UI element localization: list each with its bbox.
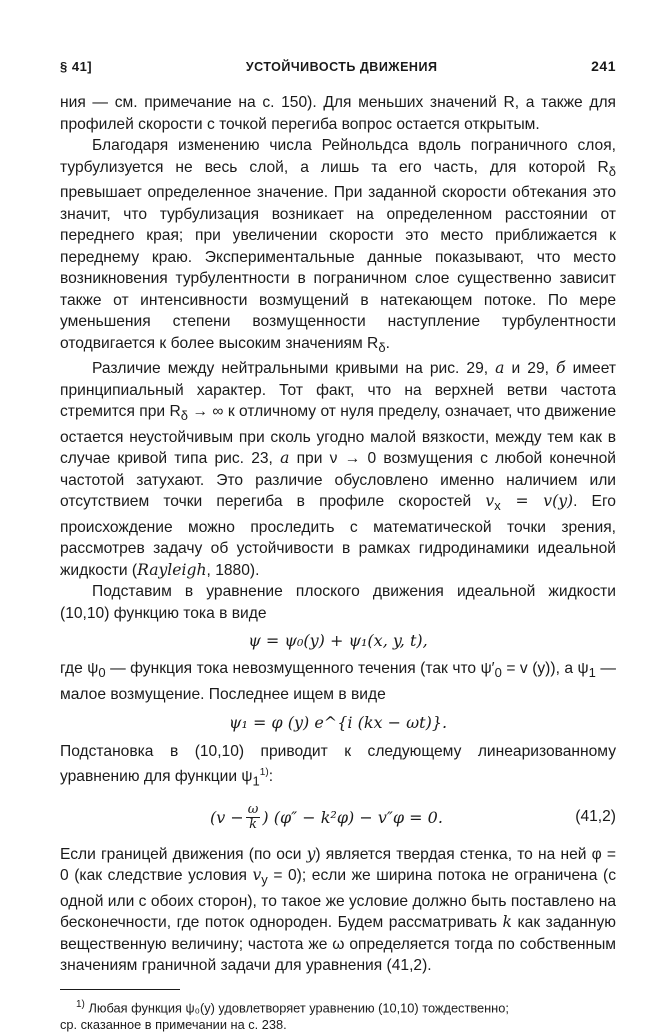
section-marker: § 41] [60, 59, 93, 74]
page-number: 241 [591, 58, 616, 74]
velocity-symbol: v [252, 866, 262, 885]
paragraph-4-text: Подставим в уравнение плоского движения идеальной жидкости (10,10) функцию тока в виде [60, 583, 616, 622]
running-title: УСТОЙЧИВОСТЬ ДВИЖЕНИЯ [245, 60, 438, 74]
footnote-text-2: ср. сказанное в примечании на с. 238. [60, 1017, 287, 1033]
formula-rayleigh-equation [60, 796, 616, 840]
equation-left: (v − [210, 808, 244, 828]
footnote-marker[interactable]: 1) [259, 767, 269, 779]
equation-number: (41,2) [575, 807, 616, 825]
body-text [60, 92, 616, 977]
paragraph-3-text-d: → ∞ к отличному от нуля пределу, означает, что движение остается неустойчивым при сколь угодно малой вязкости, между тем как в случае кривой типа рис. 23, [60, 403, 616, 468]
paragraph-5 [60, 658, 616, 705]
footnote-marker: 1) [76, 998, 85, 1010]
subscript-delta: δ [378, 339, 386, 355]
subscript-0: 0 [494, 665, 502, 681]
footnote-line-1 [60, 996, 616, 1016]
paragraph-7 [60, 844, 616, 977]
formula-stream-function: ψ = ψ₀(y) + ψ₁(x, y, t), [248, 631, 428, 651]
footnote-text: Любая функция ψ₀(y) удовлетворяет уравнению (10,10) тождественно; [84, 1000, 509, 1016]
footnote-divider [60, 989, 180, 990]
paragraph-3-text-c: имеет принципиальный характер. Тот факт, что на верхней ветви частота стремится при R [60, 360, 617, 421]
paragraph-7-text-c: = 0); если же ширина потока не ограничена (с одной или с обоих сторон), то такое же условие должно быть поставлено на бесконечности, где поток однороден. Будем рассматривать [60, 867, 616, 932]
velocity-symbol: v [485, 492, 495, 511]
axis-y: y [306, 844, 316, 863]
paragraph-2 [60, 135, 616, 358]
formula-perturbation: ψ₁ = φ (y) e^{i (kx − ωt)}. [228, 712, 448, 732]
subscript-1: 1 [588, 665, 596, 681]
subscript-delta: δ [608, 163, 616, 179]
paragraph-2-text-c: . [385, 334, 390, 352]
subscript-y: y [261, 872, 268, 888]
paragraph-4 [60, 581, 616, 624]
paragraph-1-text: ния — см. примечание на с. 150). Для меньших значений R, а также для профилей скорости с точкой перегиба вопрос остается открытым. [60, 94, 616, 133]
paragraph-7-text-b: ) является твердая стенка, то на ней φ = 0 (как следствие условия [60, 845, 617, 885]
paragraph-5-text-a: где ψ [60, 660, 99, 678]
paragraph-6-text: Подстановка в (10,10) приводит к следующему линеаризованному уравнению для функции ψ [60, 742, 616, 786]
page [60, 58, 616, 1033]
paragraph-5-text-d: — малое возмущение. Последнее ищем в виде [60, 660, 616, 704]
figure-ref-a: а [495, 359, 505, 378]
paragraph-3-text-g: , 1880). [206, 561, 260, 579]
paragraph-7-text-d: как заданную вещественную величину; частота же ω определяется тогда по собственным значениям граничной задачи для уравнения (41,2). [60, 914, 616, 975]
subscript-x: x [494, 498, 501, 514]
author-citation: Rayleigh [137, 560, 207, 579]
paragraph-2-text-a: Благодаря изменению числа Рейнольдса вдоль пограничного слоя, турбулизуется не весь слой, а лишь та его часть, для которой R [60, 137, 616, 176]
paragraph-3 [60, 358, 616, 581]
paragraph-3-text-b: и 29, [504, 360, 557, 378]
paragraph-6 [60, 741, 616, 792]
fraction-numerator: ω [247, 802, 259, 818]
paragraph-3-text-f: . Его происхождение можно проследить с математической точки зрения, рассмотрев задачу об устойчивости в рамках гидродинамики идеальной жидкости ( [60, 493, 616, 579]
figure-ref-b: б [556, 359, 566, 378]
paragraph-5-text-b: — функция тока невозмущенного течения (так что ψ′ [105, 660, 495, 678]
paragraph-5-text-c: = v (y)), а ψ [501, 660, 589, 678]
velocity-profile: = v(y) [500, 492, 574, 511]
subscript-1: 1 [252, 773, 260, 789]
subscript-delta: δ [180, 408, 189, 424]
rayleigh-equation [210, 800, 443, 836]
paragraph-3-text-e: при ν → 0 возмущения с любой конечной частотой затухают. Это различие обусловлено именно наличием или отсутствием точки перегиба в профиле скоростей [60, 450, 616, 511]
footnote [60, 996, 616, 1033]
paragraph-6-end: : [268, 768, 274, 786]
fraction-denominator: k [249, 817, 258, 833]
paragraph-7-text-a: Если границей движения (по оси [60, 845, 307, 863]
paragraph-1 [60, 92, 616, 135]
subscript-0: 0 [98, 665, 106, 681]
paragraph-3-text-a: Различие между нейтральными кривыми на рис. 29, [92, 360, 496, 378]
figure-ref-23a: а [280, 449, 290, 468]
wavenumber-k: k [502, 913, 512, 932]
paragraph-2-text-b: превышает определенное значение. При заданной скорости обтекания это значит, что турбулизация возникает на определенном расстоянии от переднего края; при увеличении скорости это место приближается к переднему краю. Экспериментальные данные показывают, что место возникновения турбулентности в пограничном слое существенно зависит также от интенсивности возмущений в натекающем потоке. По мере уменьшения степени возмущенности наступление турбулентности отодвигается к более высоким значениям R [60, 184, 616, 352]
equation-right: ) (φ″ − k²φ) − v″φ = 0. [262, 808, 443, 828]
fraction-omega-k [246, 803, 261, 832]
running-header [60, 58, 616, 74]
